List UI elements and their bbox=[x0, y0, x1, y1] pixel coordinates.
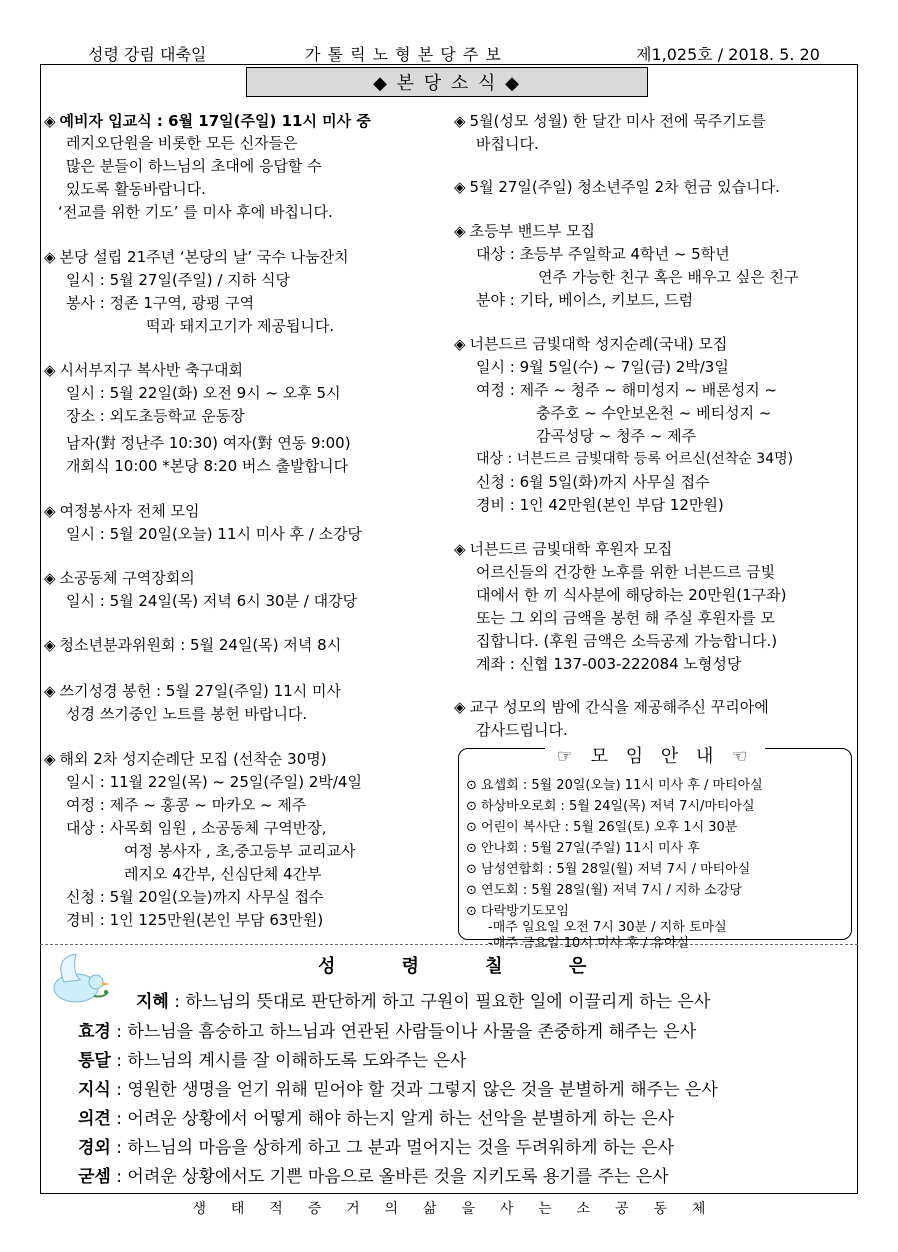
notice-line: ◈ 5월(성모 성월) 한 달간 미사 전에 묵주기도를 bbox=[454, 112, 766, 130]
notice-line: 연주 가능한 친구 혹은 배우고 싶은 친구 bbox=[538, 268, 799, 286]
meetings-title: ☞ 모 임 안 내 ☜ bbox=[545, 742, 765, 772]
notice-line: 일시 : 11월 22일(목) ~ 25일(주일) 2박/4일 bbox=[66, 773, 362, 791]
gift-line: 지혜 : 하느님의 뜻대로 판단하게 하고 구원이 필요한 일에 이끌리게 하는 은사 bbox=[136, 992, 711, 1012]
meeting-item: ⊙ 안나회 : 5월 27일(주일) 11시 미사 후 bbox=[466, 841, 700, 856]
notice-line: 여정 봉사자 , 초,중고등부 교리교사 bbox=[124, 842, 356, 860]
notice-line: 일시 : 9월 5일(수) ~ 7일(금) 2박/3일 bbox=[476, 358, 729, 376]
notice-line: ◈ 본당 설립 21주년 ‘본당의 날’ 국수 나눔잔치 bbox=[44, 248, 349, 266]
notice-line: 분야 : 기타, 베이스, 키보드, 드럼 bbox=[476, 291, 694, 309]
notice-line: 신청 : 5월 20일(오늘)까지 사무실 접수 bbox=[66, 888, 324, 906]
notice-line: 충주호 ~ 수안보온천 ~ 베티성지 ~ bbox=[536, 404, 772, 422]
notice-line: 일시 : 5월 24일(목) 저녁 6시 30분 / 대강당 bbox=[66, 592, 358, 610]
header-issue: 제1,025호 / 2018. 5. 20 bbox=[636, 45, 820, 64]
notice-line: ◈ 너븐드르 금빛대학 성지순례(국내) 모집 bbox=[454, 335, 728, 353]
notice-line: 대상 : 사목회 임원 , 소공동체 구역반장, bbox=[66, 819, 327, 837]
notice-line: 여정 : 제주 ~ 청주 ~ 해미성지 ~ 배론성지 ~ bbox=[476, 381, 778, 399]
notice-line: 대에서 한 끼 식사분에 해당하는 20만원(1구좌) bbox=[476, 586, 787, 604]
section-divider bbox=[40, 944, 858, 945]
gift-line: 의견 : 어려운 상황에서 어떻게 해야 하는지 알게 하는 선악을 분별하게 하는 은사 bbox=[78, 1109, 675, 1129]
notice-line: 경비 : 1인 125만원(본인 부담 63만원) bbox=[66, 911, 324, 929]
notice-line: 레지오단원을 비롯한 모든 신자들은 bbox=[66, 134, 298, 152]
notice-line: ◈ 해외 2차 성지순례단 모집 (선착순 30명) bbox=[44, 750, 327, 768]
notice-line: 경비 : 1인 42만원(본인 부담 12만원) bbox=[476, 496, 724, 514]
gift-line: 굳셈 : 어려운 상황에서도 기쁜 마음으로 올바른 것을 지키도록 용기를 주는 은사 bbox=[78, 1167, 669, 1187]
notice-line: 또는 그 외의 금액을 봉헌 해 주실 후원자를 모 bbox=[476, 609, 775, 627]
notice-line: ◈ 교구 성모의 밤에 간식을 제공해주신 꾸리아에 bbox=[454, 698, 769, 716]
header-feast: 성령 강림 대축일 bbox=[88, 45, 207, 64]
notice-line: 남자(對 정난주 10:30) 여자(對 연동 9:00) bbox=[66, 434, 351, 452]
notice-line: 계좌 : 신협 137-003-222084 노형성당 bbox=[476, 655, 742, 673]
notice-line: 여정 : 제주 ~ 홍콩 ~ 마카오 ~ 제주 bbox=[66, 796, 307, 814]
notice-line: ◈ 예비자 입교식 : 6월 17일(주일) 11시 미사 중 bbox=[44, 112, 371, 130]
notice-line: 봉사 : 정존 1구역, 광평 구역 bbox=[66, 294, 255, 312]
meeting-item: ⊙ 어린이 복사단 : 5월 26일(토) 오후 1시 30분 bbox=[466, 820, 738, 835]
notice-line: 어르신들의 건강한 노후를 위한 너븐드르 금빛 bbox=[476, 563, 776, 581]
notice-line: 성경 쓰기중인 노트를 봉헌 바랍니다. bbox=[66, 705, 308, 723]
notice-line: 바칩니다. bbox=[476, 135, 539, 153]
notice-line: 레지오 4간부, 신심단체 4간부 bbox=[124, 865, 322, 883]
notice-line: ◈ 초등부 밴드부 모집 bbox=[454, 222, 596, 240]
notice-line: ◈ 너븐드르 금빛대학 후원자 모집 bbox=[454, 540, 673, 558]
notice-line: 일시 : 5월 27일(주일) / 지하 식당 bbox=[66, 271, 290, 289]
notice-line: ◈ 5월 27일(주일) 청소년주일 2차 헌금 있습니다. bbox=[454, 178, 780, 196]
notice-line: 개회식 10:00 *본당 8:20 버스 출발합니다 bbox=[66, 457, 349, 475]
notice-line: ◈ 시서부지구 복사반 축구대회 bbox=[44, 361, 243, 379]
gift-line: 지식 : 영원한 생명을 얻기 위해 믿어야 할 것과 그렇지 않은 것을 분별하게 해주는 은사 bbox=[78, 1080, 718, 1100]
notice-line: 일시 : 5월 22일(화) 오전 9시 ~ 오후 5시 bbox=[66, 384, 341, 402]
gifts-title: 성 령 칠 은 bbox=[318, 956, 617, 977]
meeting-item: ⊙ 남성연합회 : 5월 28일(월) 저녁 7시 / 마티아실 bbox=[466, 862, 751, 877]
notice-line: ◈ 여정봉사자 전체 모임 bbox=[44, 502, 200, 520]
notice-line: ◈ 쓰기성경 봉헌 : 5월 27일(주일) 11시 미사 bbox=[44, 682, 342, 700]
notice-line: ‘전교를 위한 기도’ 를 미사 후에 바칩니다. bbox=[58, 203, 333, 221]
meeting-item: ⊙ 다락방기도모임 bbox=[466, 904, 569, 919]
notice-line: 감사드립니다. bbox=[476, 721, 568, 739]
meeting-item: ⊙ 하상바오로회 : 5월 24일(목) 저녁 7시/마티아실 bbox=[466, 799, 755, 814]
meeting-item: -매주 금요일 10시 미사 후 / 유아실 bbox=[488, 936, 690, 951]
notice-line: 떡과 돼지고기가 제공됩니다. bbox=[146, 317, 335, 335]
notice-line: 일시 : 5월 20일(오늘) 11시 미사 후 / 소강당 bbox=[66, 525, 363, 543]
gift-line: 효경 : 하느님을 흠숭하고 하느님과 연관된 사람들이나 사물을 존중하게 해주는 은사 bbox=[78, 1022, 697, 1042]
notice-line: 신청 : 6월 5일(화)까지 사무실 접수 bbox=[476, 473, 710, 491]
notice-line: 있도록 활동바랍니다. bbox=[66, 180, 206, 198]
meeting-item: -매주 일요일 오전 7시 30분 / 지하 토마실 bbox=[488, 920, 727, 935]
meeting-item: ⊙ 연도회 : 5월 28일(월) 저녁 7시 / 지하 소강당 bbox=[466, 883, 742, 898]
notice-line: 감곡성당 ~ 청주 ~ 제주 bbox=[536, 427, 697, 445]
dove-icon bbox=[46, 952, 112, 1014]
news-banner: ◆ 본 당 소 식 ◆ bbox=[246, 67, 648, 97]
notice-line: 대상 : 초등부 주일학교 4학년 ~ 5학년 bbox=[476, 245, 730, 263]
notice-line: 대상 : 너븐드르 금빛대학 등록 어르신(선착순 34명) bbox=[476, 451, 794, 467]
header-paper-title: 가 톨 릭 노 형 본 당 주 보 bbox=[305, 45, 502, 64]
gift-line: 경외 : 하느님의 마음을 상하게 하고 그 분과 멀어지는 것을 두려워하게 하는 은사 bbox=[78, 1138, 675, 1158]
notice-line: ◈ 소공동체 구역장회의 bbox=[44, 569, 195, 587]
footer-slogan: 생 태 적 증 거 의 삶 을 사 는 소 공 동 체 bbox=[192, 1201, 706, 1217]
notice-line: ◈ 청소년분과위원회 : 5월 24일(목) 저녁 8시 bbox=[44, 636, 342, 654]
notice-line: 장소 : 외도초등학교 운동장 bbox=[66, 407, 245, 425]
meeting-item: ⊙ 요셉회 : 5월 20일(오늘) 11시 미사 후 / 마티아실 bbox=[466, 778, 763, 793]
gift-line: 통달 : 하느님의 계시를 잘 이해하도록 도와주는 은사 bbox=[78, 1051, 467, 1071]
notice-line: 많은 분들이 하느님의 초대에 응답할 수 bbox=[66, 157, 322, 175]
notice-line: 집합니다. (후원 금액은 소득공제 가능합니다.) bbox=[476, 632, 778, 650]
